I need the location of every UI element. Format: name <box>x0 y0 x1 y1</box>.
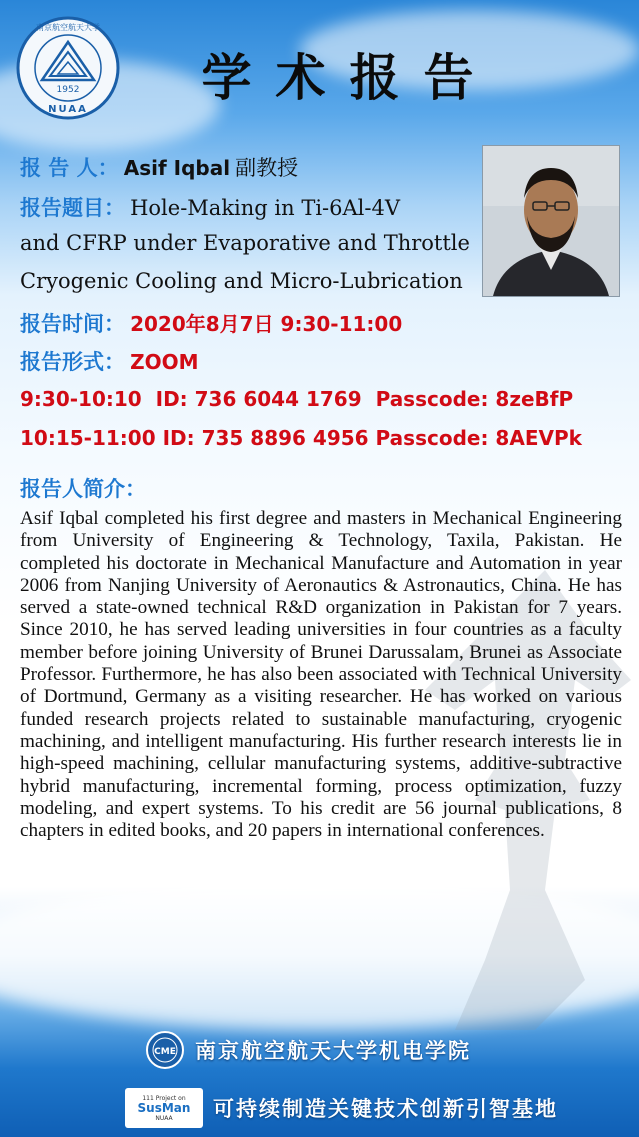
topic-label: 报告题目： <box>20 196 125 220</box>
base-name: 可持续制造关键技术创新引智基地 <box>213 1097 558 1121</box>
speaker-title: 副教授 <box>235 156 299 180</box>
topic-text-3: Cryogenic Cooling and Micro-Lubrication <box>20 269 463 293</box>
format-line <box>20 346 199 376</box>
college-logo-text: CME <box>154 1047 176 1057</box>
topic-line-1 <box>20 192 400 222</box>
topic-text-2: and CFRP under Evaporative and Throttle <box>20 231 470 255</box>
logo-abbrev: NUAA <box>48 104 88 115</box>
speaker-photo <box>482 145 620 297</box>
time-line <box>20 308 402 338</box>
format-label: 报告形式： <box>20 350 125 374</box>
susman-logo-bottom: NUAA <box>155 1114 173 1122</box>
speaker-name: Asif Iqbal <box>123 156 231 180</box>
speaker-line <box>20 152 298 182</box>
page-title: 学术报告 <box>201 49 498 107</box>
speaker-label: 报 告 人： <box>20 156 119 180</box>
college-footer <box>145 1030 471 1070</box>
session-2: 10:15-11:00 ID: 735 8896 4956 Passcode: 8AEVPk <box>20 426 582 450</box>
bio-text: Asif Iqbal completed his first degree and masters in Mechanical Engineering from University of Engineering & Technology, Taxila, Pakistan. He completed his doctorate in Mechanical Manufacture and Automation in year 2006 from Nanjing University of Aeronautics & Astronautics, China. He has served a state-owned technical R&D organization in Pakistan for 7 years. Since 2010, he has served leading universities in four countries as a faculty member before joining University of Brunei Darussalam, Brunei as Associate Professor. Furthermore, he has also been associated with Technical University of Dortmund, Germany as a visiting researcher. He has worked on various funded research projects related to sustainable manufacturing, cryogenic machining, and intelligent manufacturing. His further research interests lie in high-speed machining, cellular manufacturing systems, additive-subtractive hybrid manufacturing, incremental forming, process optimization, fuzzy modeling, and expert systems. To his credit are 56 journal publications, 8 chapters in edited books, and 20 papers in international conferences. <box>20 508 622 842</box>
format-value: ZOOM <box>130 350 199 374</box>
bio-label: 报告人简介： <box>20 477 146 501</box>
college-name: 南京航空航天大学机电学院 <box>195 1039 471 1063</box>
college-logo <box>145 1030 185 1070</box>
topic-text-1: Hole-Making in Ti-6Al-4V <box>130 196 400 220</box>
base-footer <box>125 1086 558 1130</box>
susman-logo-top: 111 Project on <box>142 1094 186 1102</box>
time-value: 2020年8月7日 9:30-11:00 <box>130 312 403 336</box>
session-1: 9:30-10:10 ID: 736 6044 1769 Passcode: 8zeBfP <box>20 387 574 411</box>
susman-logo <box>125 1088 203 1128</box>
logo-name: 南京航空航天大学 <box>36 23 100 32</box>
logo-year: 1952 <box>56 85 80 95</box>
time-label: 报告时间： <box>20 312 125 336</box>
susman-logo-mid: SusMan <box>137 1100 191 1115</box>
